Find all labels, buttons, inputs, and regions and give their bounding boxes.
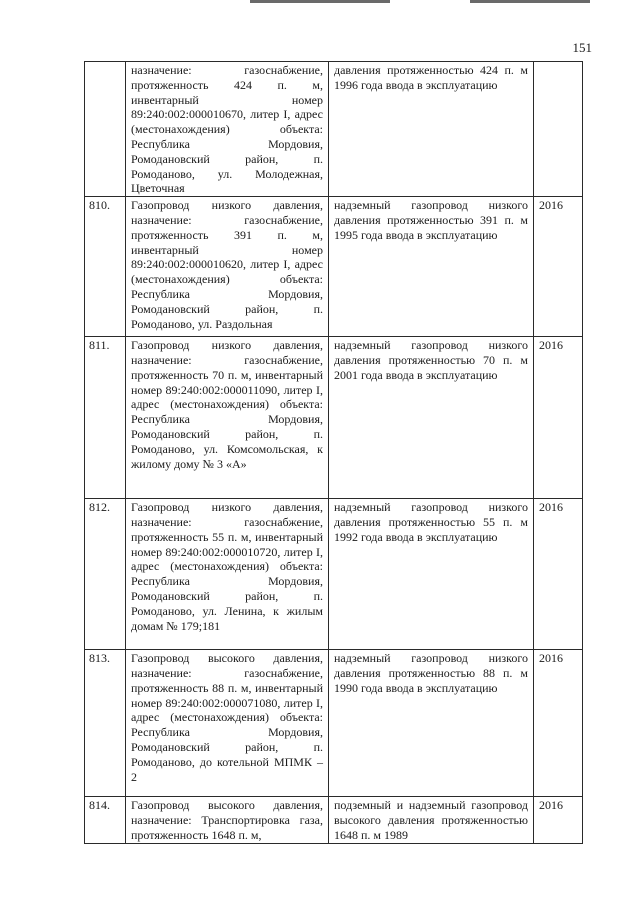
object-description-text: Газопровод высокого давления, назначение: газоснабжение, протяженность 88 п. м, инвентарный номер 89:240:002:000071080, литер I, адрес (местонахождения) объекта: Республика Мордовия, Ромодановский район, п. Ромоданово, до котельной МПМК – 2 xyxy=(131,651,323,784)
year-cell: 2016 xyxy=(534,650,583,797)
object-characteristics-text: подземный и надземный газопровод высокого давления протяженностью 1648 п. м 1989 xyxy=(334,798,528,842)
object-characteristics xyxy=(329,197,534,337)
object-description-text: Газопровод низкого давления, назначение: газоснабжение, протяженность 391 п. м, инвентарный номер 89:240:002:000010620, литер I, адрес (местонахождения) объекта: Республика Мордовия, Ромодановский район, п. Ромоданово, ул. Раздольная xyxy=(131,198,323,331)
table-row xyxy=(85,650,583,797)
object-description-text: Газопровод высокого давления, назначение: Транспортировка газа, протяженность 1648 п. м, xyxy=(131,798,323,842)
row-number xyxy=(85,62,126,197)
table-row xyxy=(85,337,583,499)
row-number: 813. xyxy=(85,650,126,797)
scan-edge-mark xyxy=(250,0,390,3)
object-characteristics-text: давления протяженностью 424 п. м 1996 года ввода в эксплуатацию xyxy=(334,63,528,92)
scan-edge-mark xyxy=(470,0,590,3)
year-cell: 2016 xyxy=(534,197,583,337)
object-characteristics-text: надземный газопровод низкого давления протяженностью 70 п. м 2001 года ввода в эксплуатацию xyxy=(334,338,528,382)
object-description xyxy=(126,337,329,499)
table-row xyxy=(85,797,583,844)
row-number: 814. xyxy=(85,797,126,844)
table-row xyxy=(85,499,583,650)
object-characteristics-text: надземный газопровод низкого давления протяженностью 55 п. м 1992 года ввода в эксплуатацию xyxy=(334,500,528,544)
object-description-text: Газопровод низкого давления, назначение: газоснабжение, протяженность 70 п. м, инвентарный номер 89:240:002:000011090, литер I, адрес (местонахождения) объекта: Республика Мордовия, Ромодановский район, п. Ромоданово, ул. Комсомольская, к жилому дому № 3 «А» xyxy=(131,338,323,471)
table-row xyxy=(85,197,583,337)
year-cell: 2016 xyxy=(534,337,583,499)
object-description xyxy=(126,797,329,844)
year-cell: 2016 xyxy=(534,499,583,650)
row-number: 812. xyxy=(85,499,126,650)
object-characteristics-text: надземный газопровод низкого давления протяженностью 88 п. м 1990 года ввода в эксплуатацию xyxy=(334,651,528,695)
object-description xyxy=(126,650,329,797)
table-row xyxy=(85,62,583,197)
year-cell xyxy=(534,62,583,197)
row-number: 810. xyxy=(85,197,126,337)
object-description xyxy=(126,197,329,337)
object-characteristics xyxy=(329,499,534,650)
object-description xyxy=(126,499,329,650)
object-characteristics xyxy=(329,62,534,197)
object-characteristics xyxy=(329,650,534,797)
row-number: 811. xyxy=(85,337,126,499)
page-number: 151 xyxy=(572,40,592,55)
object-characteristics xyxy=(329,797,534,844)
object-description-text: назначение: газоснабжение, протяженность 424 п. м, инвентарный номер 89:240:002:000010670, литер I, адрес (местонахождения) объекта: Республика Мордовия, Ромодановский район, п. Ромоданово, ул. Молодежная, Цветочная xyxy=(131,63,323,196)
object-description xyxy=(126,62,329,197)
object-description-text: Газопровод низкого давления, назначение: газоснабжение, протяженность 55 п. м, инвентарный номер 89:240:002:000010720, литер I, адрес (местонахождения) объекта: Республика Мордовия, Ромодановский район, п. Ромоданово, ул. Ленина, к жилым домам № 179;181 xyxy=(131,500,323,633)
registry-table xyxy=(84,61,583,844)
object-characteristics-text: надземный газопровод низкого давления протяженностью 391 п. м 1995 года ввода в эксплуатацию xyxy=(334,198,528,242)
object-characteristics xyxy=(329,337,534,499)
year-cell: 2016 xyxy=(534,797,583,844)
